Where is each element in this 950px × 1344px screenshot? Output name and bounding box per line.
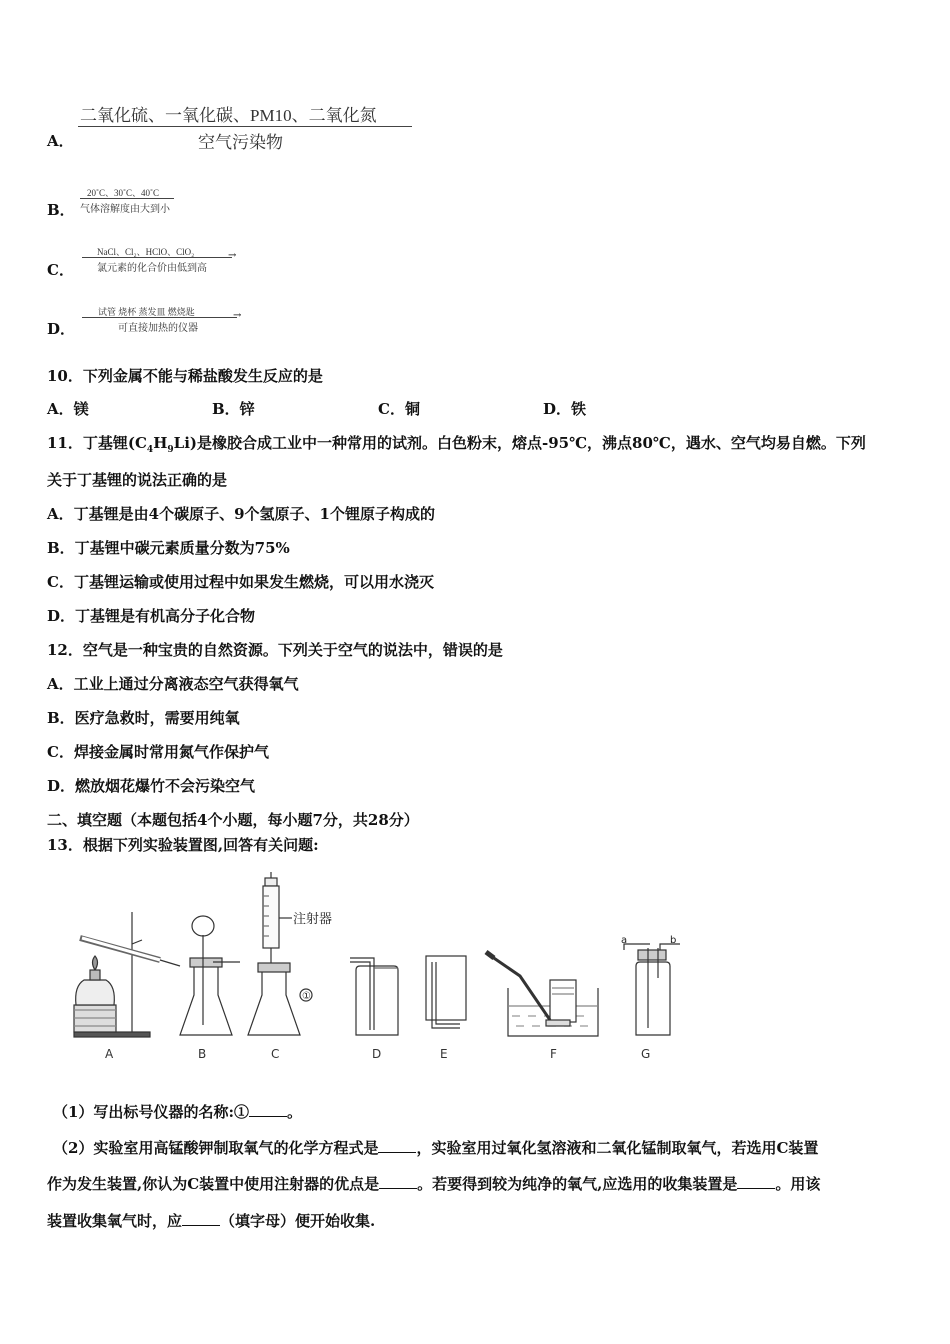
label-e: E <box>440 1047 448 1061</box>
q13-part2-l2b: 。若要得到较为纯净的氧气,应选用的收集装置是 <box>417 1175 738 1193</box>
label-g: G <box>641 1047 651 1061</box>
q9-option-c-bottom: 氯元素的化合价由低到高 <box>97 263 207 274</box>
q10-option-c: C．铜 <box>378 400 420 418</box>
apparatus-e <box>426 956 466 1028</box>
q11-sub-9: 9 <box>167 445 174 455</box>
q9-option-c-arrowhead-icon: → <box>228 250 237 261</box>
q10-option-a: A．镁 <box>47 400 89 418</box>
answer-blank-start-collecting[interactable] <box>182 1212 220 1226</box>
label-a: A <box>105 1047 114 1061</box>
q10-option-d: D．铁 <box>543 400 587 418</box>
q13-part2-l3b: （填字母）便开始收集. <box>220 1212 376 1230</box>
marker-1: ① <box>302 991 311 1002</box>
q11-option-d: D．丁基锂是有机高分子化合物 <box>47 607 256 625</box>
q9-option-a-top: 二氧化硫、一氧化碳、PM10、二氧化氮 <box>80 106 377 125</box>
q9-option-d-arrowhead-icon: → <box>233 310 242 321</box>
q9-option-a-letter: A． <box>47 132 74 150</box>
q11-option-c: C．丁基锂运输或使用过程中如果发生燃烧，可以用水浇灭 <box>47 573 434 591</box>
apparatus-b <box>180 916 240 1035</box>
apparatus-d <box>350 958 398 1035</box>
port-a-label: a <box>621 935 628 946</box>
q12-stem: 12．空气是一种宝贵的自然资源。下列关于空气的说法中，错误的是 <box>47 641 503 659</box>
apparatus-figure <box>60 870 700 1070</box>
q12-option-c: C．焊接金属时常用氮气作保护气 <box>47 743 269 761</box>
q9-option-a-bottom: 空气污染物 <box>198 133 283 152</box>
q13-part1-text: （1）写出标号仪器的名称:① <box>53 1103 249 1121</box>
q9-option-d-letter: D． <box>47 320 76 338</box>
q13-stem: 13．根据下列实验装置图,回答有关问题: <box>47 836 319 854</box>
syringe-label: 注射器 <box>293 912 333 927</box>
port-b-label: b <box>670 935 677 946</box>
q13-part2-l1b: ，实验室用过氧化氢溶液和二氧化锰制取氧气，若选用C装置 <box>416 1139 819 1157</box>
q9-option-b-letter: B． <box>47 201 75 219</box>
q13-part2-line2 <box>47 1173 820 1194</box>
q11-stem-post: Li)是橡胶合成工业中一种常用的试剂。白色粉末，熔点-95℃，沸点80℃，遇水、空气均易自燃。下列 <box>173 434 866 452</box>
apparatus-g <box>624 944 680 1035</box>
label-f: F <box>550 1047 557 1061</box>
q11-stem-line2: 关于丁基锂的说法正确的是 <box>47 471 228 489</box>
q10-stem: 10．下列金属不能与稀盐酸发生反应的是 <box>47 367 323 385</box>
q11-stem-mid: H <box>153 434 168 452</box>
answer-blank-equation[interactable] <box>378 1139 416 1153</box>
q13-part2-l1a: （2）实验室用高锰酸钾制取氧气的化学方程式是 <box>53 1139 379 1157</box>
q11-sub-4: 4 <box>146 445 154 455</box>
apparatus-f <box>486 952 598 1036</box>
q10-option-b: B．锌 <box>212 400 255 418</box>
q11-option-b: B．丁基锂中碳元素质量分数为75% <box>47 539 290 557</box>
apparatus-a <box>74 912 180 1037</box>
apparatus-c <box>248 872 312 1035</box>
q13-part2-line1 <box>53 1137 818 1158</box>
q9-option-c-letter: C． <box>47 261 74 279</box>
q9-option-b-bottom: 气体溶解度由大到小 <box>80 204 170 215</box>
q12-option-b: B．医疗急救时，需要用纯氧 <box>47 709 240 727</box>
q9-option-c-top: NaCl、Cl₂、HClO、ClO₂ <box>97 247 195 257</box>
q13-part2-l3a: 装置收集氧气时，应 <box>47 1212 183 1230</box>
q11-stem-pre: 11．丁基锂(C <box>47 434 147 452</box>
q13-part2-line3 <box>47 1210 375 1231</box>
q9-option-d-top: 试管 烧杯 蒸发皿 燃烧匙 <box>98 307 195 317</box>
q9-option-b-top: 20˚C、30˚C、40˚C <box>87 188 160 198</box>
label-d: D <box>372 1047 382 1061</box>
q12-option-a: A．工业上通过分离液态空气获得氧气 <box>47 675 299 693</box>
q13-part2-l2a: 作为发生装置,你认为C装置中使用注射器的优点是 <box>47 1175 380 1193</box>
label-c: C <box>271 1047 280 1061</box>
answer-blank-syringe-advantage[interactable] <box>379 1175 417 1189</box>
q11-stem-line1 <box>47 432 866 455</box>
q13-part1 <box>53 1101 302 1122</box>
q9-option-b-line <box>80 198 174 199</box>
answer-blank-collection-device[interactable] <box>737 1175 775 1189</box>
q9-option-d-arrow <box>82 317 237 318</box>
q13-part1-end: 。 <box>286 1103 302 1121</box>
q9-option-a-line <box>78 126 412 127</box>
q13-part2-l2c: 。用该 <box>775 1175 821 1193</box>
answer-blank-1[interactable] <box>249 1103 287 1117</box>
section2-heading: 二、填空题（本题包括4个小题，每小题7分，共28分） <box>47 811 419 829</box>
q12-option-d: D．燃放烟花爆竹不会污染空气 <box>47 777 256 795</box>
q9-option-d-bottom: 可直接加热的仪器 <box>118 323 198 334</box>
q11-option-a: A．丁基锂是由4个碳原子、9个氢原子、1个锂原子构成的 <box>47 505 435 523</box>
label-b: B <box>198 1047 207 1061</box>
q9-option-c-arrow <box>82 257 232 258</box>
